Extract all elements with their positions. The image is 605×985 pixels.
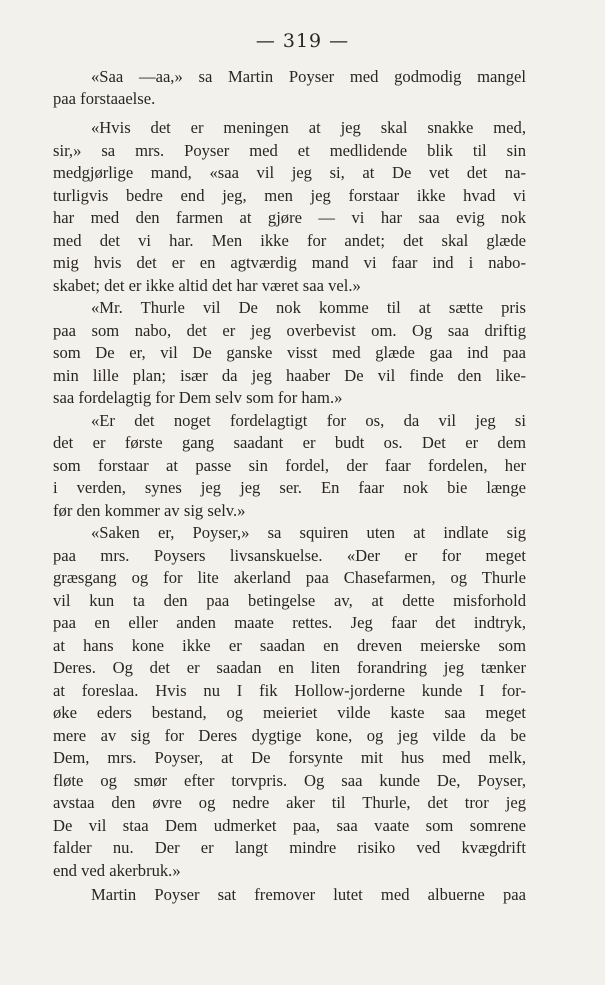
text-line: har med den farmen at gjøre — vi har saa evig nok: [53, 208, 526, 227]
text-line: «Er det noget fordelagtigt for os, da vil jeg si: [91, 411, 526, 430]
text-line: som De er, vil De ganske visst med glæde gaa ind paa: [53, 343, 526, 362]
text-line: øke eders bestand, og meieriet vilde kaste saa meget: [53, 703, 526, 722]
text-line: skabet; det er ikke altid det har været saa vel.»: [53, 276, 361, 295]
text-line: paa mrs. Poysers livsanskuelse. «Der er for meget: [53, 546, 526, 565]
text-line: Dem, mrs. Poyser, at De forsynte mit hus med melk,: [53, 748, 526, 767]
page-number: — 319 —: [255, 30, 350, 52]
text-line: fløte og smør efter torvpris. Og saa kunde De, Poyser,: [53, 771, 526, 790]
text-line: sir,» sa mrs. Poyser med et medlidende blik til sin: [53, 141, 526, 160]
text-line: mere av sig for Deres dygtige kone, og jeg vilde da be: [53, 726, 526, 745]
text-line: falder nu. Der er langt mindre risiko ved kvægdrift: [53, 838, 526, 857]
text-line: saa fordelagtig for Dem selv som for ham.»: [53, 388, 343, 407]
text-line: Deres. Og det er saadan en liten forandring jeg tænker: [53, 658, 526, 677]
text-line: De vil staa Dem udmerket paa, saa vaate som somrene: [53, 816, 526, 835]
text-line: «Saken er, Poyser,» sa squiren uten at indlate sig: [91, 523, 526, 542]
text-line: turligvis bedre end jeg, men jeg forstaar ikke hvad vi: [53, 186, 526, 205]
text-line: «Mr. Thurle vil De nok komme til at sætte pris: [91, 298, 526, 317]
text-line: medgjørlige mand, «saa vil jeg si, at De vet det na-: [53, 163, 526, 182]
text-line: at foreslaa. Hvis nu I fik Hollow-jorderne kunde I for-: [53, 681, 526, 700]
text-line: «Hvis det er meningen at jeg skal snakke med,: [91, 118, 526, 137]
text-line: paa en eller anden maate rettes. Jeg faar det indtryk,: [53, 613, 526, 632]
text-line: at hans kone ikke er saadan en dreven meierske som: [53, 636, 526, 655]
text-line: før den kommer av sig selv.»: [53, 501, 246, 520]
text-line: min lille plan; især da jeg haaber De vil finde den like-: [53, 366, 526, 385]
text-line: som forstaar at passe sin fordel, der faar fordelen, her: [53, 456, 526, 475]
text-line: mig hvis det er en agtværdig mand vi faar ind i nabo-: [53, 253, 526, 272]
text-line: end ved akerbruk.»: [53, 861, 181, 880]
text-line: græsgang og for lite akerland paa Chasefarmen, og Thurle: [53, 568, 526, 587]
text-line: med det vi har. Men ikke for andet; det skal glæde: [53, 231, 526, 250]
text-line: «Saa —aa,» sa Martin Poyser med godmodig mangel: [91, 67, 526, 86]
text-line: det er første gang saadant er budt os. Det er dem: [53, 433, 526, 452]
text-line: avstaa den øvre og nedre aker til Thurle, det tror jeg: [53, 793, 526, 812]
text-line: Martin Poyser sat fremover lutet med albuerne paa: [91, 885, 526, 904]
text-line: paa forstaaelse.: [53, 89, 156, 108]
text-line: paa som nabo, det er jeg overbevist om. Og saa driftig: [53, 321, 526, 340]
text-line: i verden, synes jeg jeg ser. En faar nok bie længe: [53, 478, 526, 497]
text-line: vil kun ta den paa betingelse av, at dette misforhold: [53, 591, 526, 610]
